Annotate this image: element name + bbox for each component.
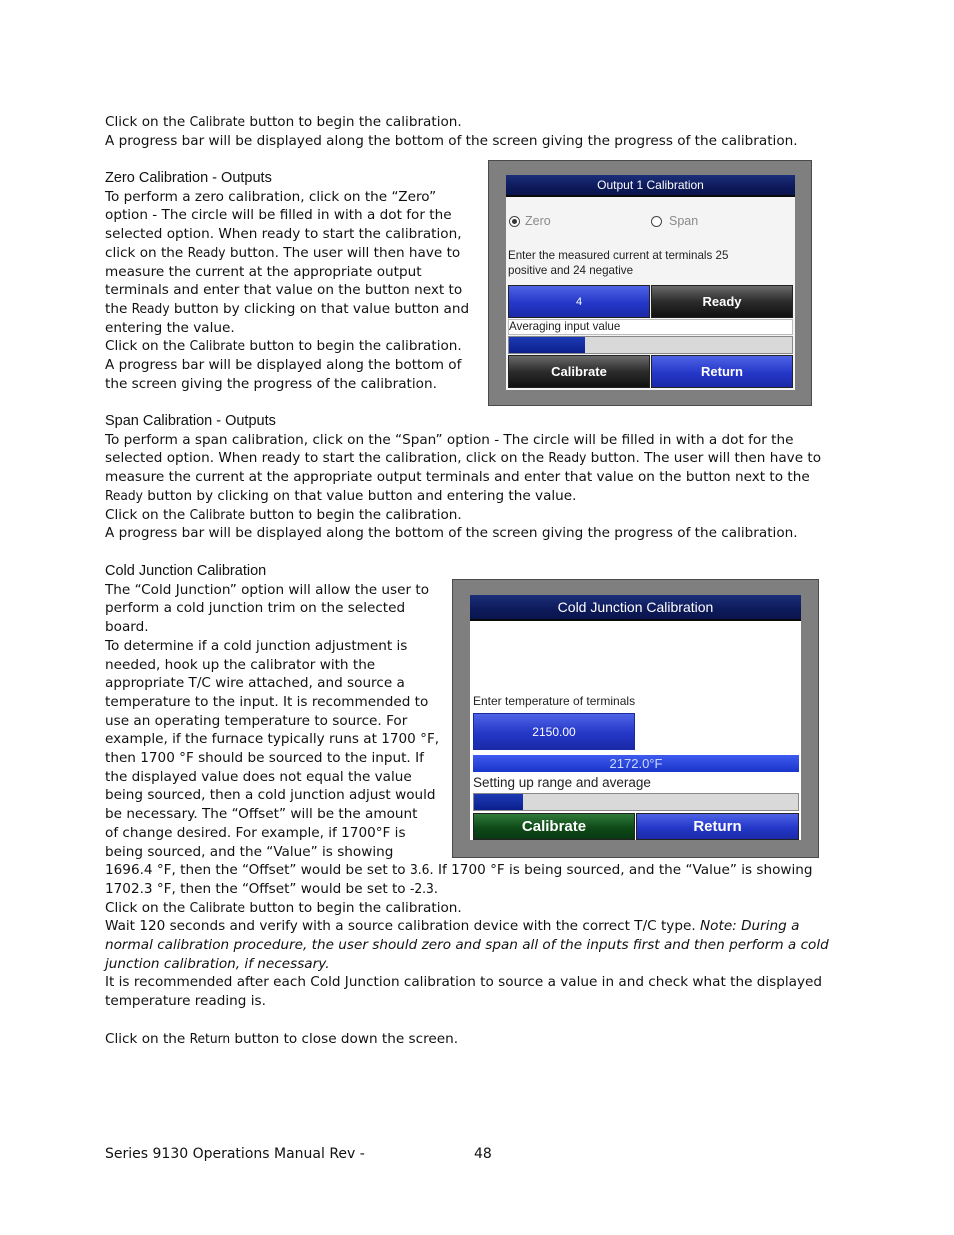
text: option - The circle will be filled in with a dot for the — [105, 207, 452, 224]
text: temperature reading is. — [105, 993, 266, 1010]
temperature-reading: 2172.0°F — [473, 755, 799, 772]
calibrate-term: Calibrate — [189, 338, 246, 355]
text: To perform a zero calibration, click on the “Zero” — [105, 188, 437, 205]
text: Click on the — [105, 338, 190, 355]
ready-term: Ready — [187, 244, 226, 261]
text: Click on the — [105, 899, 190, 916]
text: entering the value. — [105, 319, 235, 336]
calibrate-button[interactable]: Calibrate — [508, 355, 650, 388]
text: be necessary. The “Offset” will be the amount — [105, 806, 418, 823]
progress-fill — [509, 337, 585, 353]
intro-paragraph — [105, 113, 798, 150]
calibrate-term: Calibrate — [189, 114, 246, 130]
text: . If 1700 °F is being sourced, and the “Value” is showing — [429, 862, 813, 879]
text: button by clicking on that value button and — [169, 300, 470, 317]
output-calibration-screenshot — [488, 160, 812, 406]
section-heading: Span Calibration - Outputs — [105, 413, 276, 429]
text: Click on the — [105, 506, 190, 523]
offset-value: 3.6 — [409, 862, 430, 879]
return-button[interactable]: Return — [651, 355, 793, 388]
text: temperature to the input. It is recommended to — [105, 693, 429, 710]
text: board. — [105, 619, 149, 636]
text: Wait 120 seconds and verify with a source calibration device with the correct T/C type. — [105, 918, 700, 935]
text: example, if the furnace typically runs at 1700 °F, — [105, 731, 440, 748]
text: A progress bar will be displayed along the bottom of — [105, 357, 462, 374]
text: 1702.3 °F, then the “Offset” would be set to — [105, 880, 410, 897]
progress-bar — [508, 336, 793, 354]
text: selected option. When ready to start the calibration, — [105, 226, 462, 243]
footer-manual-title: Series 9130 Operations Manual Rev - — [105, 1146, 365, 1162]
calibrate-term: Calibrate — [189, 506, 246, 523]
text: then 1700 °F should be sourced to the input. If — [105, 750, 424, 767]
text: button to begin the calibration. — [245, 899, 462, 916]
calibrate-button[interactable]: Calibrate — [473, 813, 635, 840]
text: measure the current at the appropriate output terminals and enter that value on the button next to the — [105, 469, 810, 486]
text: button. The user will then have to — [225, 244, 461, 261]
text: To perform a span calibration, click on the “Span” option - The circle will be filled in with a dot for the — [105, 431, 794, 448]
ready-button[interactable]: Ready — [651, 285, 793, 318]
text: being sourced, then a cold junction adjust would — [105, 787, 436, 804]
window-title: Cold Junction Calibration — [470, 595, 801, 621]
text: click on the — [105, 244, 188, 261]
window-title: Output 1 Calibration — [506, 175, 795, 197]
text: button by clicking on that value button and entering the value. — [142, 487, 577, 504]
status-text: Averaging input value — [508, 319, 793, 335]
text: button to close down the screen. — [230, 1030, 459, 1047]
text: perform a cold junction trim on the selected — [105, 600, 406, 617]
text: . — [433, 880, 439, 897]
ready-term: Ready — [131, 300, 170, 317]
text: button to begin the calibration. — [245, 506, 462, 523]
text: It is recommended after each Cold Junction calibration to source a value in and check what the displayed — [105, 974, 823, 991]
text: appropriate T/C wire attached, and source a — [105, 675, 405, 692]
text: Click on the — [105, 114, 190, 130]
span-radio[interactable] — [651, 216, 662, 227]
span-label: Span — [669, 214, 699, 228]
page-number: 48 — [474, 1146, 492, 1162]
section-heading: Zero Calibration - Outputs — [105, 170, 272, 186]
progress-bar — [473, 793, 799, 811]
cold-junction-screenshot — [452, 579, 819, 858]
text: of change desired. For example, if 1700°F is — [105, 824, 406, 841]
value-button[interactable]: 4 — [508, 285, 650, 318]
prompt-line: positive and 24 negative — [508, 263, 634, 277]
prompt-text: Enter temperature of terminals — [473, 694, 636, 708]
text: terminals and enter that value on the button next to — [105, 282, 463, 299]
text: A progress bar will be displayed along the bottom of the screen giving the progress of the calibration. — [105, 525, 798, 542]
text: button. The user will then have to — [586, 450, 822, 467]
text: selected option. When ready to start the calibration, click on the — [105, 450, 549, 467]
note-text: Note: During a — [700, 918, 800, 935]
return-term: Return — [189, 1030, 231, 1047]
text: use an operating temperature to source. For — [105, 712, 408, 729]
text: being sourced, and the “Value” is showing — [105, 843, 394, 860]
prompt-line: Enter the measured current at terminals 25 — [508, 249, 729, 262]
text: the displayed value does not equal the value — [105, 768, 412, 785]
zero-radio[interactable] — [509, 216, 520, 227]
progress-fill — [474, 794, 523, 810]
section-heading: Cold Junction Calibration — [105, 563, 267, 579]
note-text: normal calibration procedure, the user should zero and span all of the inputs first and then perform a cold — [105, 937, 829, 954]
calibration-window — [506, 175, 795, 390]
calibration-window — [470, 595, 801, 840]
zero-label: Zero — [525, 214, 551, 228]
ready-term: Ready — [548, 450, 587, 467]
prompt-text — [508, 249, 728, 278]
ready-term: Ready — [105, 487, 143, 504]
text: measure the current at the appropriate output — [105, 263, 422, 280]
text: A progress bar will be displayed along the bottom of the screen giving the progress of the calibration. — [105, 132, 798, 149]
text: The “Cold Junction” option will allow the user to — [105, 581, 430, 598]
note-text: junction calibration, if necessary. — [105, 955, 330, 972]
span-calibration-section — [105, 412, 821, 543]
text: needed, hook up the calibrator with the — [105, 656, 376, 673]
text: the — [105, 300, 132, 317]
text: button to begin the calibration. — [245, 114, 462, 130]
status-text: Setting up range and average — [473, 775, 651, 790]
text: 1696.4 °F, then the “Offset” would be set to — [105, 862, 410, 879]
zero-calibration-section — [105, 169, 469, 393]
calibrate-term: Calibrate — [189, 899, 246, 916]
value-button[interactable]: 2150.00 — [473, 713, 635, 750]
text: button to begin the calibration. — [245, 338, 462, 355]
offset-value: -2.3 — [409, 880, 434, 897]
return-button[interactable]: Return — [636, 813, 799, 840]
text: the screen giving the progress of the calibration. — [105, 375, 437, 392]
text: Click on the — [105, 1030, 190, 1047]
text: To determine if a cold junction adjustment is — [105, 637, 408, 654]
